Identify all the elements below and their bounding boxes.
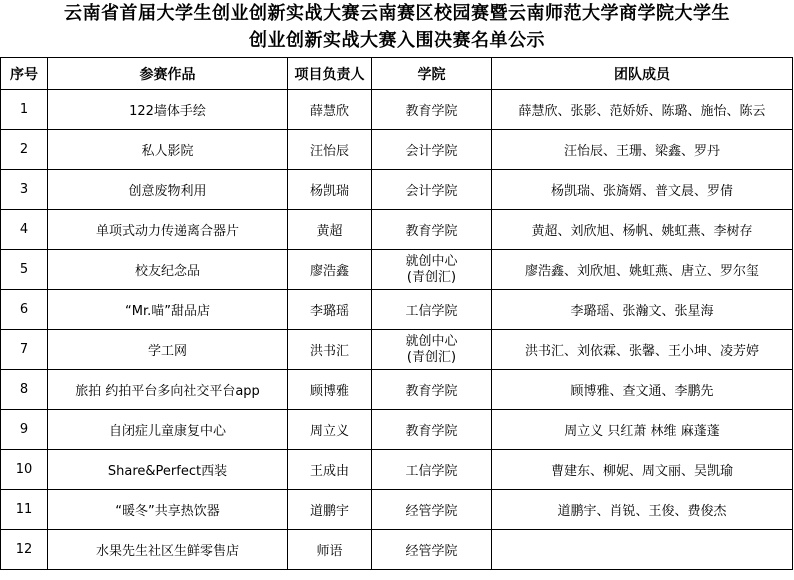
- cell-members: 黄超、刘欣旭、杨帆、姚虹燕、李树存: [492, 210, 793, 250]
- cell-project: 122墙体手绘: [48, 90, 288, 130]
- college-line-1: 就创中心: [405, 333, 458, 349]
- cell-index: 6: [1, 290, 48, 330]
- title-line-1: 云南省首届大学生创业创新实战大赛云南赛区校园赛暨云南师范大学商学院大学生: [64, 3, 730, 24]
- table-row: [1, 330, 793, 370]
- cell-leader: 廖浩鑫: [288, 250, 372, 290]
- cell-college: 经管学院: [372, 490, 492, 530]
- cell-project: 旅拍 约拍平台多向社交平台app: [48, 370, 288, 410]
- cell-project: 校友纪念品: [48, 250, 288, 290]
- cell-index: 1: [1, 90, 48, 130]
- table-row: [1, 410, 793, 450]
- cell-members: 薛慧欣、张影、范娇娇、陈璐、施怡、陈云: [492, 90, 793, 130]
- cell-college: 教育学院: [372, 410, 492, 450]
- table-row: [1, 210, 793, 250]
- cell-college: 会计学院: [372, 170, 492, 210]
- cell-members: 李璐瑶、张瀚文、张星海: [492, 290, 793, 330]
- title-line-2: 创业创新实战大赛入围决赛名单公示: [249, 30, 545, 51]
- table-header-row: [1, 58, 793, 90]
- header-project: 参赛作品: [48, 58, 288, 90]
- cell-members: 杨凯瑞、张旖婿、普文晨、罗倩: [492, 170, 793, 210]
- cell-leader: 李璐瑶: [288, 290, 372, 330]
- cell-index: 8: [1, 370, 48, 410]
- cell-project: “暖冬”共享热饮器: [48, 490, 288, 530]
- cell-index: 3: [1, 170, 48, 210]
- table-row: [1, 250, 793, 290]
- cell-members: 周立义 只红萧 林维 麻蓬蓬: [492, 410, 793, 450]
- finalist-table: [0, 57, 793, 570]
- cell-project: “Mr.喵”甜品店: [48, 290, 288, 330]
- cell-leader: 师语: [288, 530, 372, 570]
- cell-members: 顾博雅、查文通、李鹏先: [492, 370, 793, 410]
- cell-project: 创意废物利用: [48, 170, 288, 210]
- header-index: 序号: [1, 58, 48, 90]
- cell-members: 道鹏宇、肖锐、王俊、费俊杰: [492, 490, 793, 530]
- cell-college: 工信学院: [372, 450, 492, 490]
- cell-members: 曹建东、柳妮、周文丽、吴凯瑜: [492, 450, 793, 490]
- cell-leader: 周立义: [288, 410, 372, 450]
- college-line-2: (青创汇): [406, 269, 457, 285]
- cell-leader: 王成由: [288, 450, 372, 490]
- cell-index: 10: [1, 450, 48, 490]
- cell-index: 11: [1, 490, 48, 530]
- cell-leader: 顾博雅: [288, 370, 372, 410]
- cell-project: 水果先生社区生鲜零售店: [48, 530, 288, 570]
- cell-members: [492, 530, 793, 570]
- cell-college: 经管学院: [372, 530, 492, 570]
- cell-project: 自闭症儿童康复中心: [48, 410, 288, 450]
- header-members: 团队成员: [492, 58, 793, 90]
- cell-leader: 洪书汇: [288, 330, 372, 370]
- table-row: [1, 170, 793, 210]
- cell-college: 会计学院: [372, 130, 492, 170]
- table-row: [1, 130, 793, 170]
- cell-college: [372, 330, 492, 370]
- cell-leader: 黄超: [288, 210, 372, 250]
- cell-index: 7: [1, 330, 48, 370]
- cell-leader: 薛慧欣: [288, 90, 372, 130]
- cell-members: 廖浩鑫、刘欣旭、姚虹燕、唐立、罗尔玺: [492, 250, 793, 290]
- cell-college: 教育学院: [372, 370, 492, 410]
- cell-index: 12: [1, 530, 48, 570]
- cell-members: 汪怡辰、王珊、梁鑫、罗丹: [492, 130, 793, 170]
- table-row: [1, 290, 793, 330]
- cell-leader: 汪怡辰: [288, 130, 372, 170]
- header-college: 学院: [372, 58, 492, 90]
- table-row: [1, 90, 793, 130]
- college-line-2: (青创汇): [406, 349, 457, 365]
- cell-project: 单项式动力传递离合器片: [48, 210, 288, 250]
- cell-leader: 道鹏宇: [288, 490, 372, 530]
- table-row: [1, 370, 793, 410]
- cell-college: [372, 250, 492, 290]
- page-title: [0, 0, 794, 56]
- cell-college: 教育学院: [372, 90, 492, 130]
- cell-project: Share&Perfect西装: [48, 450, 288, 490]
- cell-project: 私人影院: [48, 130, 288, 170]
- cell-members: 洪书汇、刘依霖、张馨、王小坤、凌芳婷: [492, 330, 793, 370]
- cell-index: 4: [1, 210, 48, 250]
- cell-college: 工信学院: [372, 290, 492, 330]
- cell-leader: 杨凯瑞: [288, 170, 372, 210]
- college-line-1: 就创中心: [405, 253, 458, 269]
- header-leader: 项目负责人: [288, 58, 372, 90]
- cell-index: 9: [1, 410, 48, 450]
- cell-college: 教育学院: [372, 210, 492, 250]
- table-row: [1, 490, 793, 530]
- cell-index: 5: [1, 250, 48, 290]
- cell-index: 2: [1, 130, 48, 170]
- table-row: [1, 530, 793, 570]
- table-row: [1, 450, 793, 490]
- cell-project: 学工网: [48, 330, 288, 370]
